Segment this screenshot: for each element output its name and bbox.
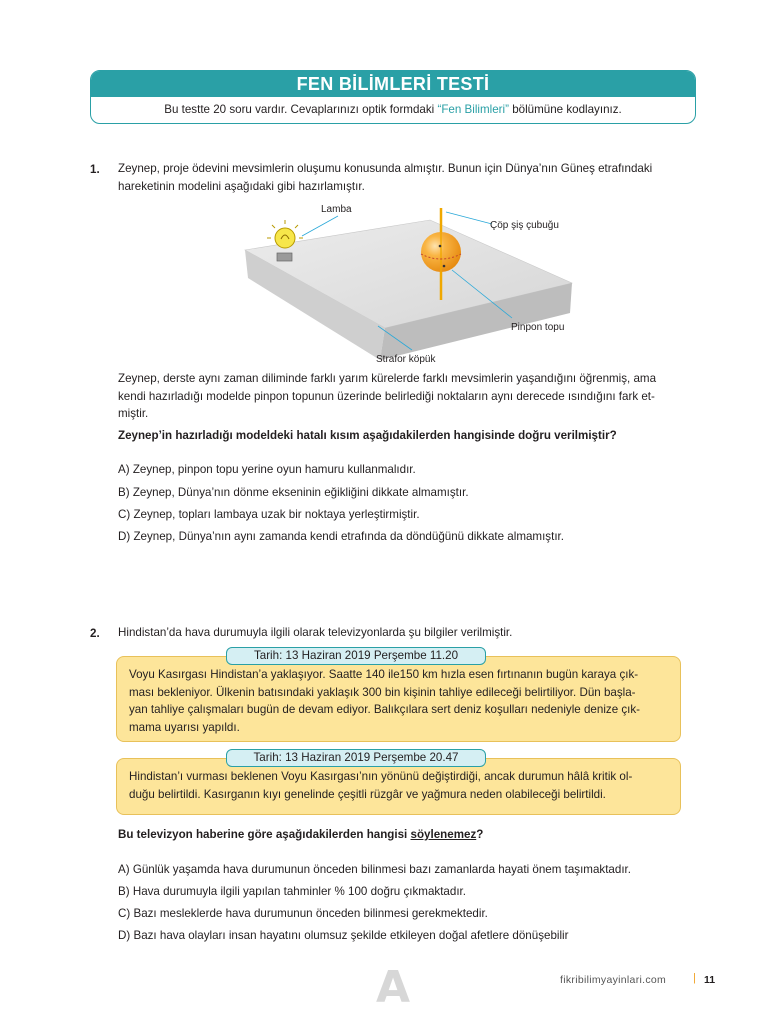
question-1-body: Zeynep, derste aynı zaman diliminde farklı yarım kürelerde farklı mevsimlerin yaşandığını öğrenmiş, ama kendi hazırladığı modelde pinpon topunun üzerinde belirlediği noktaların aynı derecede ısındığını fark et- miştir.: [118, 372, 657, 420]
q2-option-a[interactable]: A) Günlük yaşamda hava durumunun önceden bilinmesi bazı zamanlarda hayati önem taşımaktadır.: [118, 863, 631, 876]
test-header: [90, 70, 696, 124]
negation-underlined: söylenemez: [410, 828, 477, 841]
news-date-2: Tarih: 13 Haziran 2019 Perşembe 20.47: [226, 749, 486, 767]
q2-option-c[interactable]: C) Bazı mesleklerde hava durumunun önceden bilinmesi gerekmektedir.: [118, 907, 488, 920]
question-1-stem: Zeynep’in hazırladığı modeldeki hatalı kısım aşağıdakilerden hangisinde doğru verilmiştir?: [118, 429, 617, 442]
q1-option-d[interactable]: D) Zeynep, Dünya’nın aynı zamanda kendi etrafında da döndüğünü dikkate almamıştır.: [118, 530, 564, 543]
question-1-intro: Zeynep, proje ödevini mevsimlerin oluşumu konusunda almıştır. Bunun için Dünya’nın Güneş etrafındaki hareketinin modelini aşağıdaki gibi hazırlamıştır.: [118, 162, 653, 193]
question-1-number: 1.: [90, 163, 100, 176]
q1-option-a[interactable]: A) Zeynep, pinpon topu yerine oyun hamuru kullanmalıdır.: [118, 463, 416, 476]
label-lamp: Lamba: [321, 204, 352, 215]
label-styrofoam: Strafor köpük: [376, 354, 436, 365]
page-number: 11: [704, 974, 716, 986]
question-2-number: 2.: [90, 627, 100, 640]
test-instructions: Bu testte 20 soru vardır. Cevaplarınızı optik formdaki “Fen Bilimleri” bölümüne kodlayınız.: [164, 103, 622, 116]
question-2-stem: Bu televizyon haberine göre aşağıdakilerden hangisi söylenemez?: [118, 828, 484, 841]
label-skewer: Çöp şiş çubuğu: [490, 220, 559, 231]
q2-option-d[interactable]: D) Bazı hava olayları insan hayatını olumsuz şekilde etkileyen doğal afetlere dönüşebilir: [118, 929, 569, 942]
publisher-website: fikribilimyayinlari.com: [560, 974, 667, 986]
news-date-1: Tarih: 13 Haziran 2019 Perşembe 11.20: [226, 647, 486, 665]
footer-separator: |: [693, 972, 696, 984]
news-card-2: Hindistan’ı vurması beklenen Voyu Kasırgası’nın yönünü değiştirdiği, ancak durumun hâlâ kritik ol- duğu belirtildi. Kasırganın kıyı genelinde çeşitli rüzgâr ve yağmura neden olabileceği belirtildi.: [116, 758, 681, 815]
q1-option-c[interactable]: C) Zeynep, topları lambaya uzak bir noktaya yerleştirmiştir.: [118, 508, 420, 521]
question-2-intro: Hindistan’da hava durumuyla ilgili olarak televizyonlarda şu bilgiler verilmiştir.: [118, 626, 513, 639]
label-ping-pong-ball: Pinpon topu: [511, 322, 565, 333]
news-card-1: Voyu Kasırgası Hindistan’a yaklaşıyor. Saatte 140 ile150 km hızla esen fırtınanın bugün karaya çık- ması bekleniyor. Ülkenin batısındaki yaklaşık 300 bin kişinin tahliye edileceği belirtiliyor. Dün başla- yan tahliye çalışmaları bugün de devam ediyor. Balıkçılara sert deniz koşulları nedeniyle denize çık- mama uyarısı yapıldı.: [116, 656, 681, 742]
q2-option-b[interactable]: B) Hava durumuyla ilgili yapılan tahminler % 100 doğru çıkmaktadır.: [118, 885, 466, 898]
booklet-letter: A: [376, 962, 411, 1013]
q1-option-b[interactable]: B) Zeynep, Dünya’nın dönme ekseninin eğikliğini dikkate almamıştır.: [118, 486, 469, 499]
section-name-highlight: “Fen Bilimleri”: [437, 103, 509, 116]
test-title: FEN BİLİMLERİ TESTİ: [91, 71, 695, 97]
